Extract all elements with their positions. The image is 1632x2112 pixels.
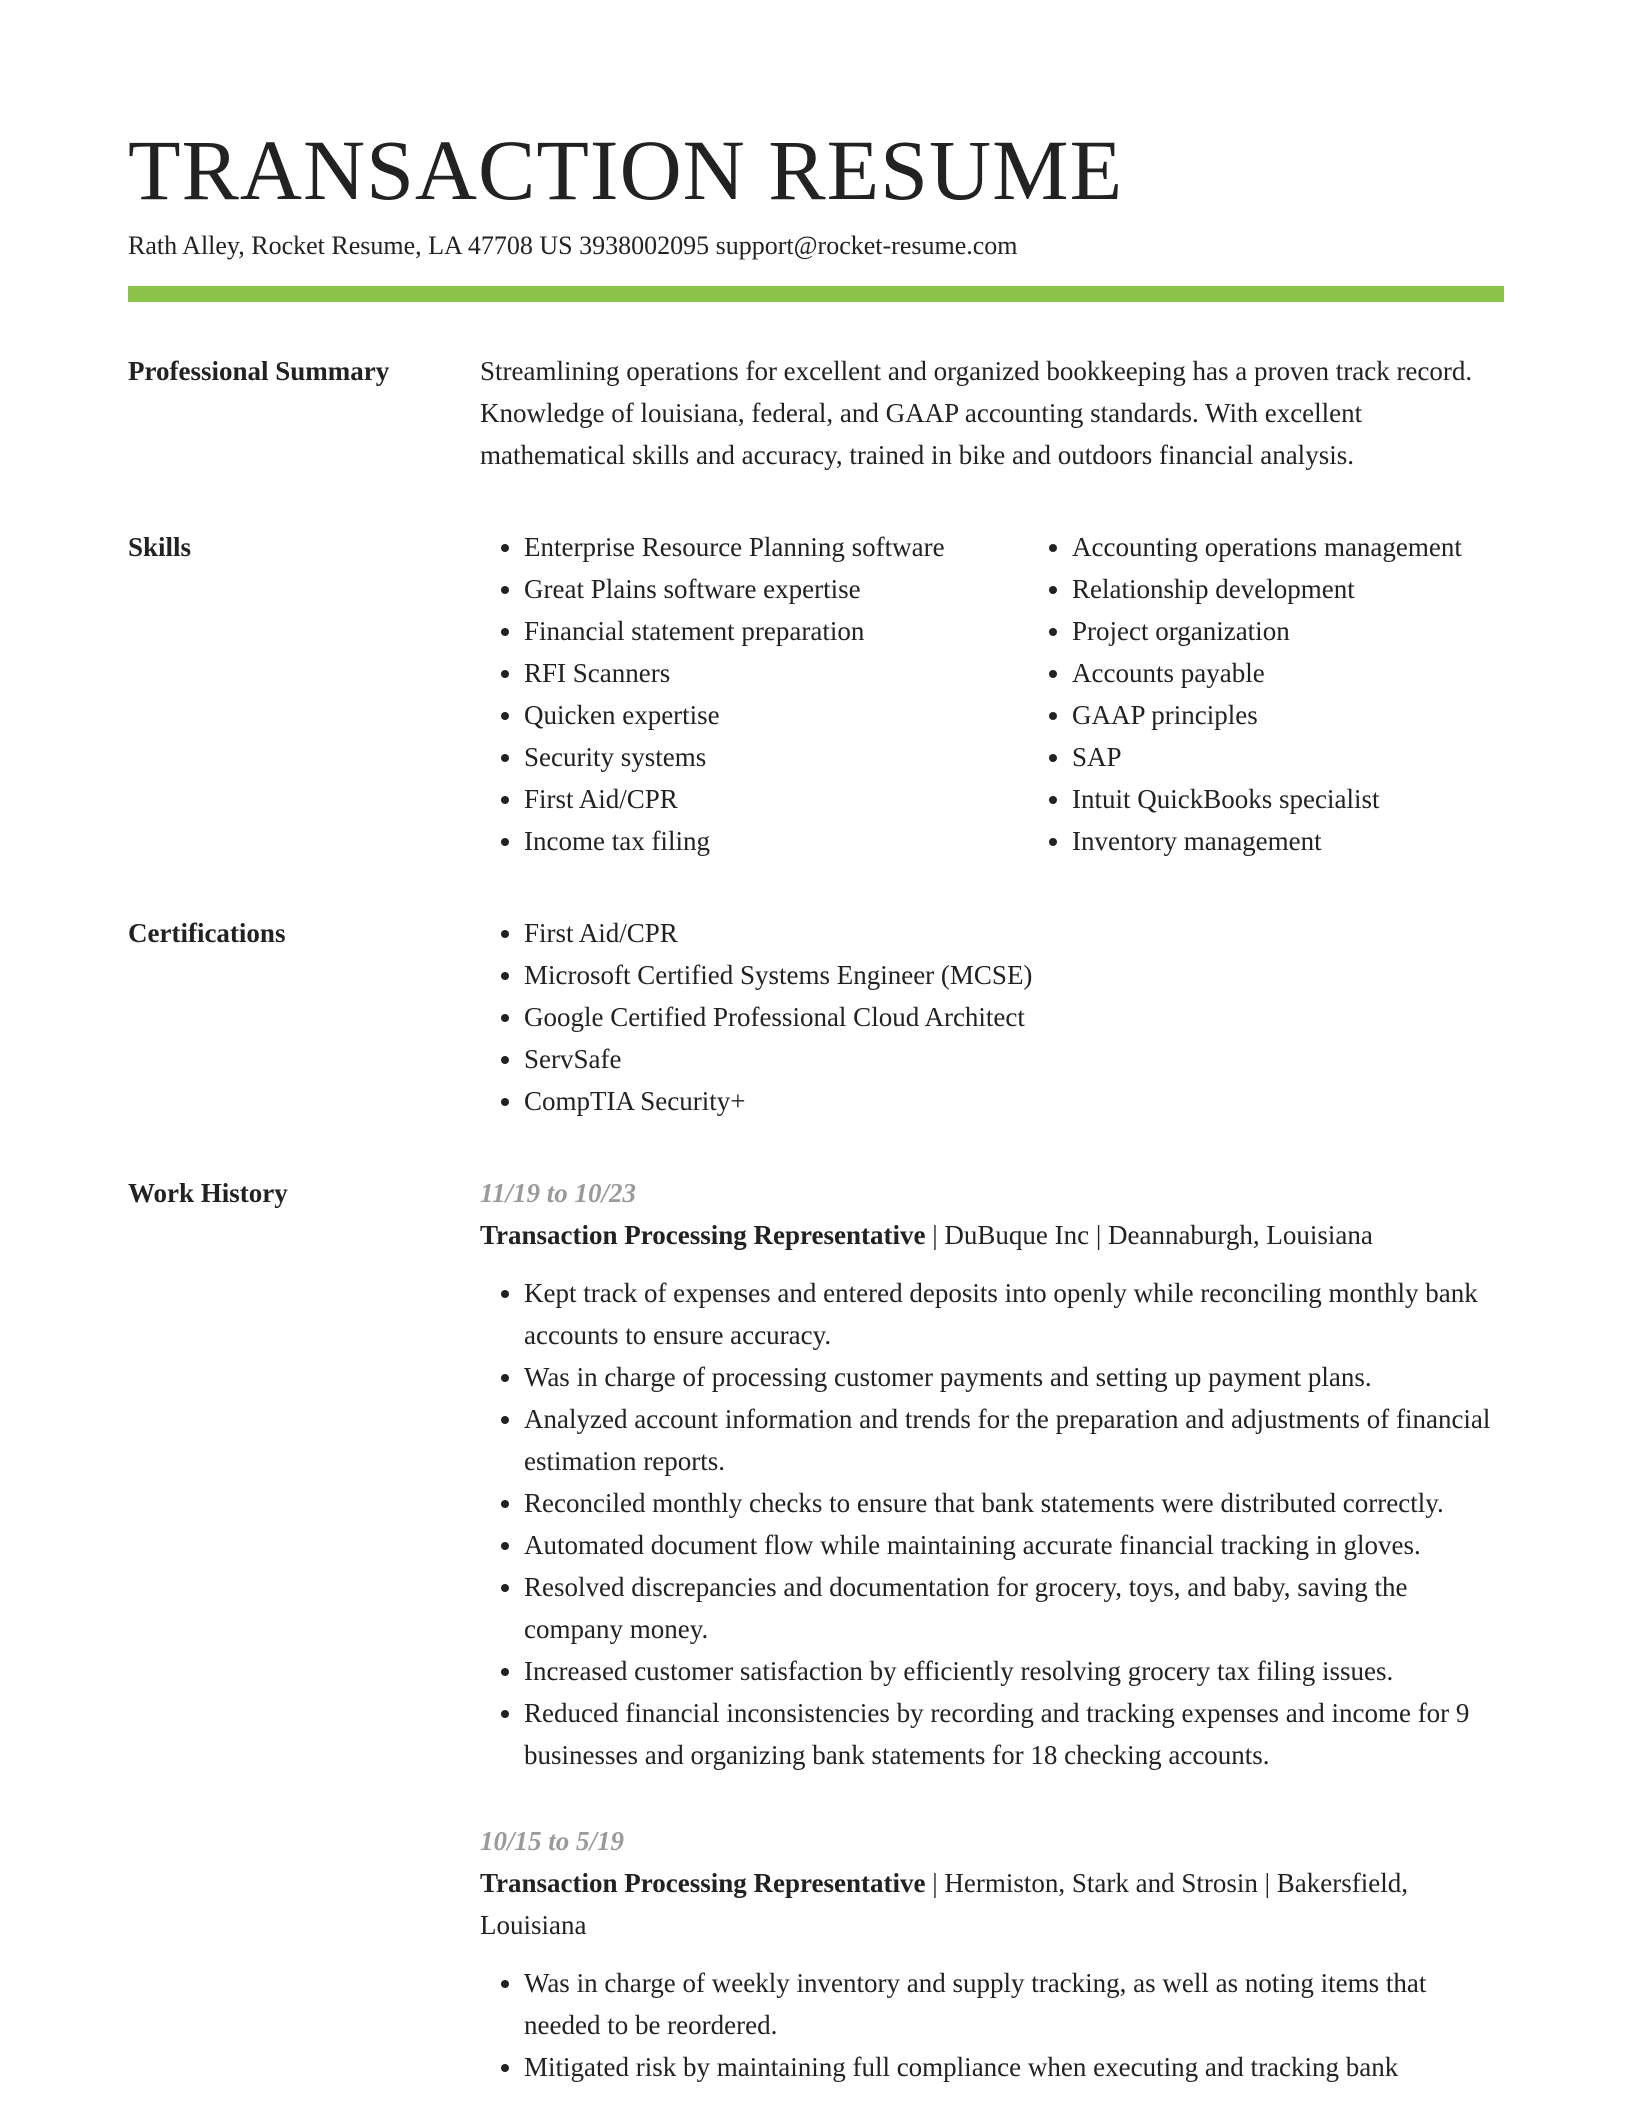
work-history-section <box>128 1172 1504 2088</box>
job-bullet: • Analyzed account information and trends for the preparation and adjustments of financial estimation reports. <box>524 1398 1504 1482</box>
contact-info: Rath Alley, Rocket Resume, LA 47708 US 3938002095 support@rocket-resume.com <box>128 231 1018 260</box>
summary-section <box>128 350 1504 476</box>
certifications-list <box>480 912 1504 1122</box>
skills-section <box>128 526 1504 862</box>
job-bullet: • Was in charge of weekly inventory and supply tracking, as well as noting items that needed to be reordered. <box>524 1962 1504 2046</box>
section-label: Certifications <box>128 918 286 948</box>
job-bullet: • Kept track of expenses and entered deposits into openly while reconciling monthly bank accounts to ensure accuracy. <box>524 1272 1504 1356</box>
skill-item: • Accounting operations management <box>1072 526 1504 568</box>
section-label: Professional Summary <box>128 356 390 386</box>
section-label: Work History <box>128 1178 288 1208</box>
job-bullet: • Increased customer satisfaction by efficiently resolving grocery tax filing issues. <box>524 1650 1504 1692</box>
job-dates: 10/15 to 5/19 <box>480 1826 625 1856</box>
certification-item: • First Aid/CPR <box>524 912 1504 954</box>
skill-item: • RFI Scanners <box>524 652 1028 694</box>
job-bullet: • Automated document flow while maintaining accurate financial tracking in gloves. <box>524 1524 1504 1566</box>
skill-item: • GAAP principles <box>1072 694 1504 736</box>
job-bullet: • Mitigated risk by maintaining full compliance when executing and tracking bank <box>524 2046 1504 2088</box>
skills-list-right <box>1028 526 1504 862</box>
job-entry <box>480 1172 1504 1776</box>
resume-page <box>128 120 1504 2088</box>
job-title: Transaction Processing Representative <box>480 1220 926 1250</box>
header-divider <box>128 286 1504 302</box>
skill-item: • SAP <box>1072 736 1504 778</box>
skill-item: • First Aid/CPR <box>524 778 1028 820</box>
job-dates: 11/19 to 10/23 <box>480 1178 637 1208</box>
job-heading <box>480 1214 1504 1256</box>
job-heading <box>480 1862 1504 1946</box>
skills-list-left <box>480 526 1028 862</box>
job-bullets <box>480 1272 1504 1776</box>
job-entry <box>480 1820 1504 2088</box>
certification-item: • Microsoft Certified Systems Engineer (MCSE) <box>524 954 1504 996</box>
skill-item: • Quicken expertise <box>524 694 1028 736</box>
skill-item: • Inventory management <box>1072 820 1504 862</box>
resume-name: TRANSACTION RESUME <box>128 122 1124 218</box>
skill-item: • Project organization <box>1072 610 1504 652</box>
job-bullets <box>480 1962 1504 2088</box>
certifications-section <box>128 912 1504 1122</box>
job-company-location: | DuBuque Inc | Deannaburgh, Louisiana <box>925 1220 1373 1250</box>
skill-item: • Relationship development <box>1072 568 1504 610</box>
skill-item: • Income tax filing <box>524 820 1028 862</box>
certification-item: • CompTIA Security+ <box>524 1080 1504 1122</box>
skill-item: • Intuit QuickBooks specialist <box>1072 778 1504 820</box>
job-bullet: • Resolved discrepancies and documentation for grocery, toys, and baby, saving the company money. <box>524 1566 1504 1650</box>
skill-item: • Great Plains software expertise <box>524 568 1028 610</box>
job-title: Transaction Processing Representative <box>480 1868 926 1898</box>
job-bullet: • Reduced financial inconsistencies by recording and tracking expenses and income for 9 businesses and organizing bank statements for 18 checking accounts. <box>524 1692 1504 1776</box>
section-label: Skills <box>128 532 192 562</box>
jobs-list <box>480 1172 1504 2088</box>
skill-item: • Enterprise Resource Planning software <box>524 526 1028 568</box>
job-bullet: • Reconciled monthly checks to ensure that bank statements were distributed correctly. <box>524 1482 1504 1524</box>
job-bullet: • Was in charge of processing customer payments and setting up payment plans. <box>524 1356 1504 1398</box>
skill-item: • Accounts payable <box>1072 652 1504 694</box>
skill-item: • Security systems <box>524 736 1028 778</box>
summary-text: Streamlining operations for excellent and organized bookkeeping has a proven track record. Knowledge of louisiana, federal, and GAAP accounting standards. With excellent mathematical skills and accuracy, trained in bike and outdoors financial analysis. <box>480 356 1473 470</box>
certification-item: • ServSafe <box>524 1038 1504 1080</box>
certification-item: • Google Certified Professional Cloud Architect <box>524 996 1504 1038</box>
skill-item: • Financial statement preparation <box>524 610 1028 652</box>
job-company-location: | Hermiston, Stark and Strosin | Bakersfield, Louisiana <box>480 1868 1408 1940</box>
